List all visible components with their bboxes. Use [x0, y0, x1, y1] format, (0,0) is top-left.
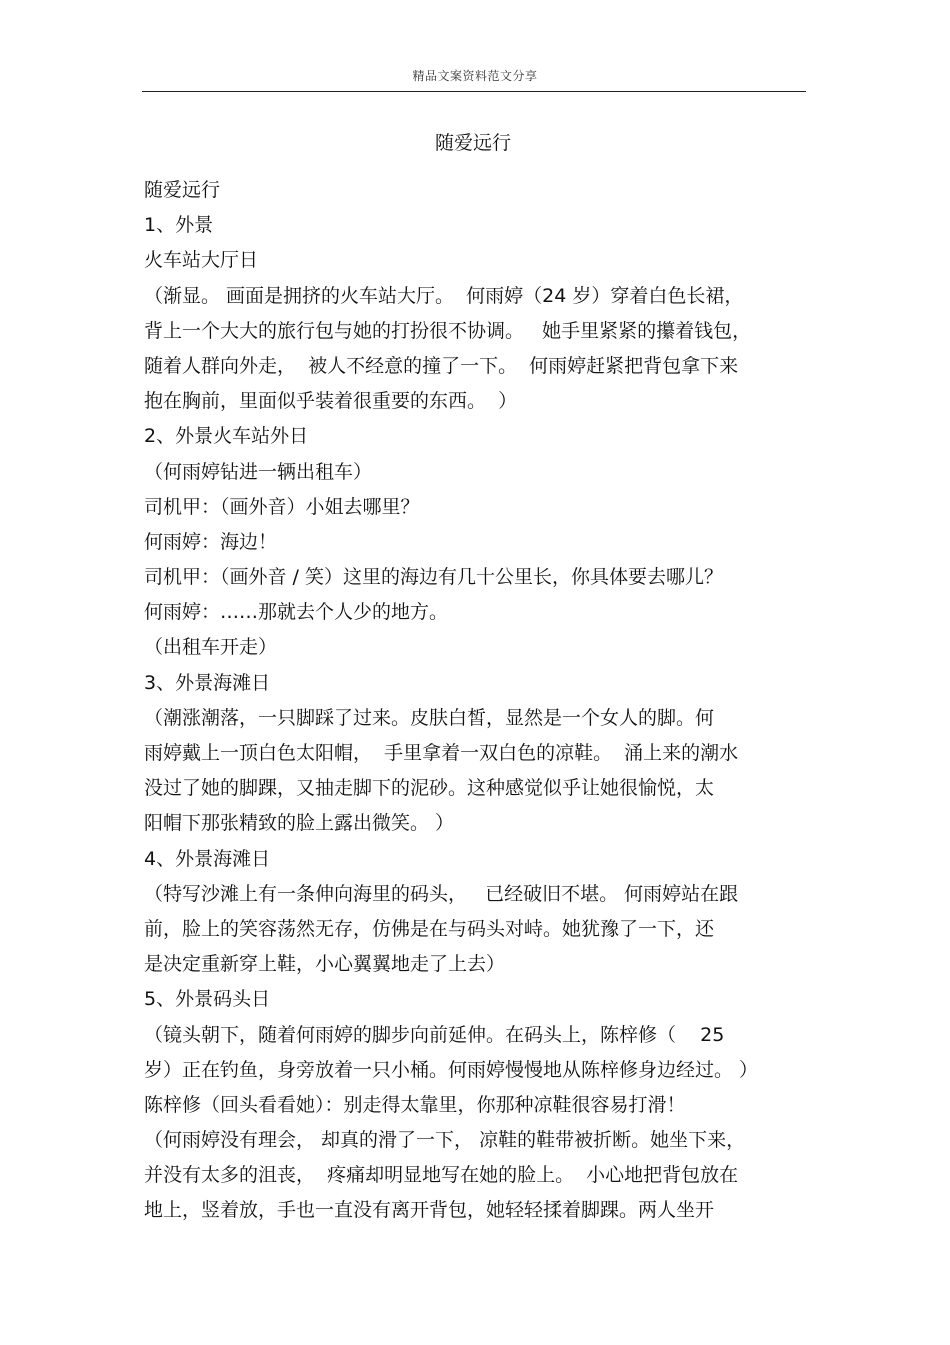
document-body — [144, 173, 814, 1229]
body-line: 司机甲：（画外音）小姐去哪里？ — [144, 495, 420, 518]
body-line: （何雨婷没有理会， 却真的滑了一下， 凉鞋的鞋带被折断。她坐下来， — [144, 1129, 746, 1152]
body-line: （特写沙滩上有一条伸向海里的码头， 已经破旧不堪。 何雨婷站在跟 — [144, 882, 739, 905]
body-line: 何雨婷：海边！ — [144, 530, 278, 553]
body-line: 陈梓修（回头看看她）：别走得太靠里，你那种凉鞋很容易打滑！ — [144, 1093, 686, 1116]
document-title: 随爱远行 — [434, 132, 511, 154]
body-line: 随爱远行 — [144, 179, 221, 201]
body-line: （何雨婷钻进一辆出租车） — [144, 460, 373, 483]
body-line: 3、外景海滩日 — [144, 671, 271, 694]
body-line: 抱在胸前，里面似乎装着很重要的东西。 ） — [144, 390, 518, 413]
body-line: 雨婷戴上一顶白色太阳帽， 手里拿着一双白色的凉鞋。 涌上来的潮水 — [144, 742, 739, 764]
body-line: 前，脸上的笑容荡然无存，仿佛是在与码头对峙。她犹豫了一下，还 — [144, 917, 715, 940]
body-line: 并没有太多的沮丧， 疼痛却明显地写在她的脸上。 小心地把背包放在 — [144, 1164, 739, 1187]
header-divider — [142, 91, 806, 92]
body-line: 何雨婷：……那就去个人少的地方。 — [144, 601, 449, 624]
body-line: 司机甲：（画外音 / 笑）这里的海边有几十公里长，你具体要去哪儿？ — [144, 566, 723, 589]
body-line: （渐显。 画面是拥挤的火车站大厅。 何雨婷（24 岁）穿着白色长裙， — [144, 284, 744, 307]
body-line: 1、外景 — [144, 214, 214, 237]
body-line: （潮涨潮落，一只脚踩了过来。皮肤白皙，显然是一个女人的脚。何 — [144, 706, 715, 729]
body-line: 5、外景码头日 — [144, 988, 271, 1011]
body-line: 4、外景海滩日 — [144, 847, 271, 870]
body-line: （出租车开走） — [144, 636, 278, 659]
body-line: （镜头朝下，随着何雨婷的脚步向前延伸。在码头上，陈梓修（ 25 — [144, 1023, 725, 1046]
body-line: 地上，竖着放，手也一直没有离开背包，她轻轻揉着脚踝。两人坐开 — [144, 1199, 715, 1222]
body-line: 随着人群向外走， 被人不经意的撞了一下。 何雨婷赶紧把背包拿下来 — [144, 354, 739, 377]
page-header: 精品文案资料范文分享 — [412, 69, 538, 83]
body-line: 2、外景火车站外日 — [144, 425, 309, 448]
body-line: 火车站大厅日 — [144, 249, 259, 272]
body-line: 阳帽下那张精致的脸上露出微笑。 ） — [144, 812, 455, 835]
body-line: 没过了她的脚踝，又抽走脚下的泥砂。这种感觉似乎让她很愉悦，太 — [144, 777, 715, 800]
body-line: 岁）正在钓鱼，身旁放着一只小桶。何雨婷慢慢地从陈梓修身边经过。 ） — [144, 1058, 759, 1081]
body-line: 背上一个大大的旅行包与她的打扮很不协调。 她手里紧紧的攥着钱包， — [144, 319, 752, 342]
body-line: 是决定重新穿上鞋，小心翼翼地走了上去） — [144, 953, 506, 976]
